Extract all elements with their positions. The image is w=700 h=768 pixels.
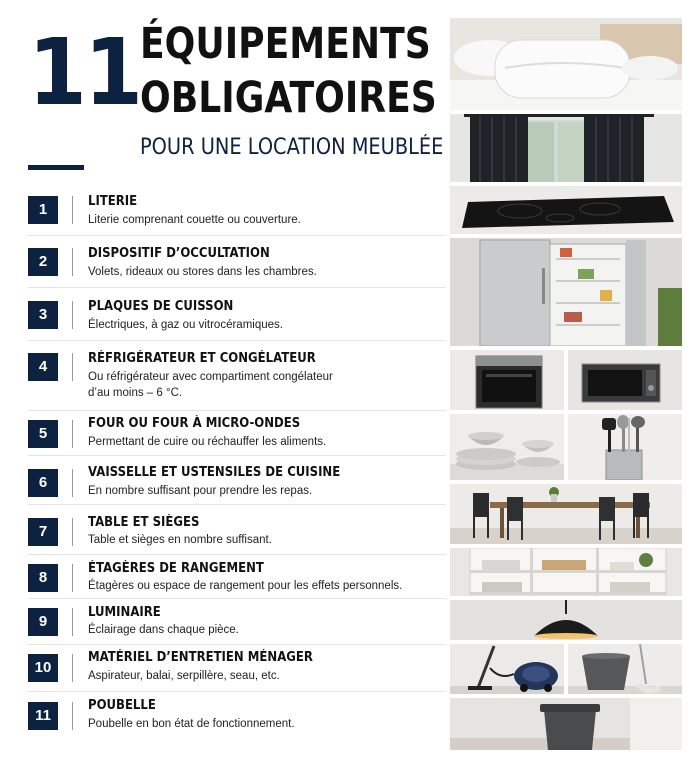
item-separator [72, 301, 73, 329]
item-description: Ou réfrigérateur avec compartiment congélateur d’au moins – 6 °C. [88, 371, 333, 399]
photo-column [450, 18, 682, 750]
item-number: 1 [28, 196, 58, 224]
bucket-mop-photo [568, 644, 682, 694]
item-number: 9 [28, 608, 58, 636]
list-item-7 [28, 515, 446, 555]
item-separator [72, 564, 73, 592]
item-number: 7 [28, 518, 58, 546]
list-item-10 [28, 650, 446, 692]
list-item-9 [28, 605, 446, 645]
list-item-11 [28, 698, 446, 738]
oven-photo [450, 350, 564, 410]
item-title: LUMINAIRE [88, 605, 161, 620]
item-number: 5 [28, 420, 58, 448]
item-separator [72, 608, 73, 636]
fridge-photo [450, 238, 682, 346]
list-item-1 [28, 194, 446, 236]
item-number: 8 [28, 564, 58, 592]
item-number: 10 [28, 654, 58, 682]
list-item-2 [28, 246, 446, 288]
item-title: DISPOSITIF D’OCCULTATION [88, 246, 270, 261]
title-line-2: OBLIGATOIRES [140, 73, 437, 123]
item-number: 4 [28, 353, 58, 381]
item-title: TABLE ET SIÈGES [88, 515, 200, 530]
item-description: En nombre suffisant pour prendre les repas. [88, 485, 313, 497]
headline-number: 11 [28, 19, 141, 126]
utensils-photo [568, 414, 682, 480]
item-separator [72, 469, 73, 497]
item-description: Aspirateur, balai, serpillère, seau, etc. [88, 670, 280, 682]
bedding-photo [450, 18, 682, 110]
item-separator [72, 353, 73, 381]
list-item-6 [28, 465, 446, 505]
item-description: Volets, rideaux ou stores dans les chambres. [88, 266, 317, 278]
microwave-photo [568, 350, 682, 410]
header [28, 18, 448, 173]
lamp-photo [450, 600, 682, 640]
item-number: 2 [28, 248, 58, 276]
item-title: LITERIE [88, 194, 138, 209]
item-title: RÉFRIGÉRATEUR ET CONGÉLATEUR [88, 351, 316, 366]
item-description: Permettant de cuire ou réchauffer les aliments. [88, 436, 327, 448]
shelves-photo [450, 548, 682, 596]
item-description: Table et sièges en nombre suffisant. [88, 534, 272, 546]
item-description: Literie comprenant couette ou couverture. [88, 214, 301, 226]
item-title: ÉTAGÈRES DE RANGEMENT [88, 561, 264, 576]
list-item-4 [28, 351, 446, 411]
item-title: PLAQUES DE CUISSON [88, 299, 234, 314]
item-title: FOUR OU FOUR À MICRO-ONDES [88, 416, 301, 431]
item-separator [72, 702, 73, 730]
item-title: MATÉRIEL D’ENTRETIEN MÉNAGER [88, 650, 313, 665]
item-title: POUBELLE [88, 698, 156, 713]
item-number: 3 [28, 301, 58, 329]
table-chairs-photo [450, 484, 682, 544]
item-title: VAISSELLE ET USTENSILES DE CUISINE [88, 465, 341, 480]
item-description: Éclairage dans chaque pièce. [88, 624, 239, 636]
item-separator [72, 518, 73, 546]
list-item-8 [28, 561, 446, 599]
cooktop-photo [450, 186, 682, 234]
subtitle: POUR UNE LOCATION MEUBLÉE [140, 135, 444, 160]
title-rule [28, 165, 84, 170]
item-description: Étagères ou espace de rangement pour les effets personnels. [88, 580, 403, 592]
vacuum-photo [450, 644, 564, 694]
item-description: Électriques, à gaz ou vitrocéramiques. [88, 319, 283, 331]
item-description: Poubelle en bon état de fonctionnement. [88, 718, 295, 730]
list-item-3 [28, 299, 446, 341]
curtains-photo [450, 114, 682, 182]
item-separator [72, 248, 73, 276]
trash-bin-photo [450, 698, 682, 750]
title-line-1: ÉQUIPEMENTS [140, 19, 431, 69]
item-number: 11 [28, 702, 58, 730]
item-number: 6 [28, 469, 58, 497]
item-separator [72, 654, 73, 682]
dishes-photo [450, 414, 564, 480]
list-item-5 [28, 416, 446, 456]
item-separator [72, 196, 73, 224]
item-separator [72, 420, 73, 448]
